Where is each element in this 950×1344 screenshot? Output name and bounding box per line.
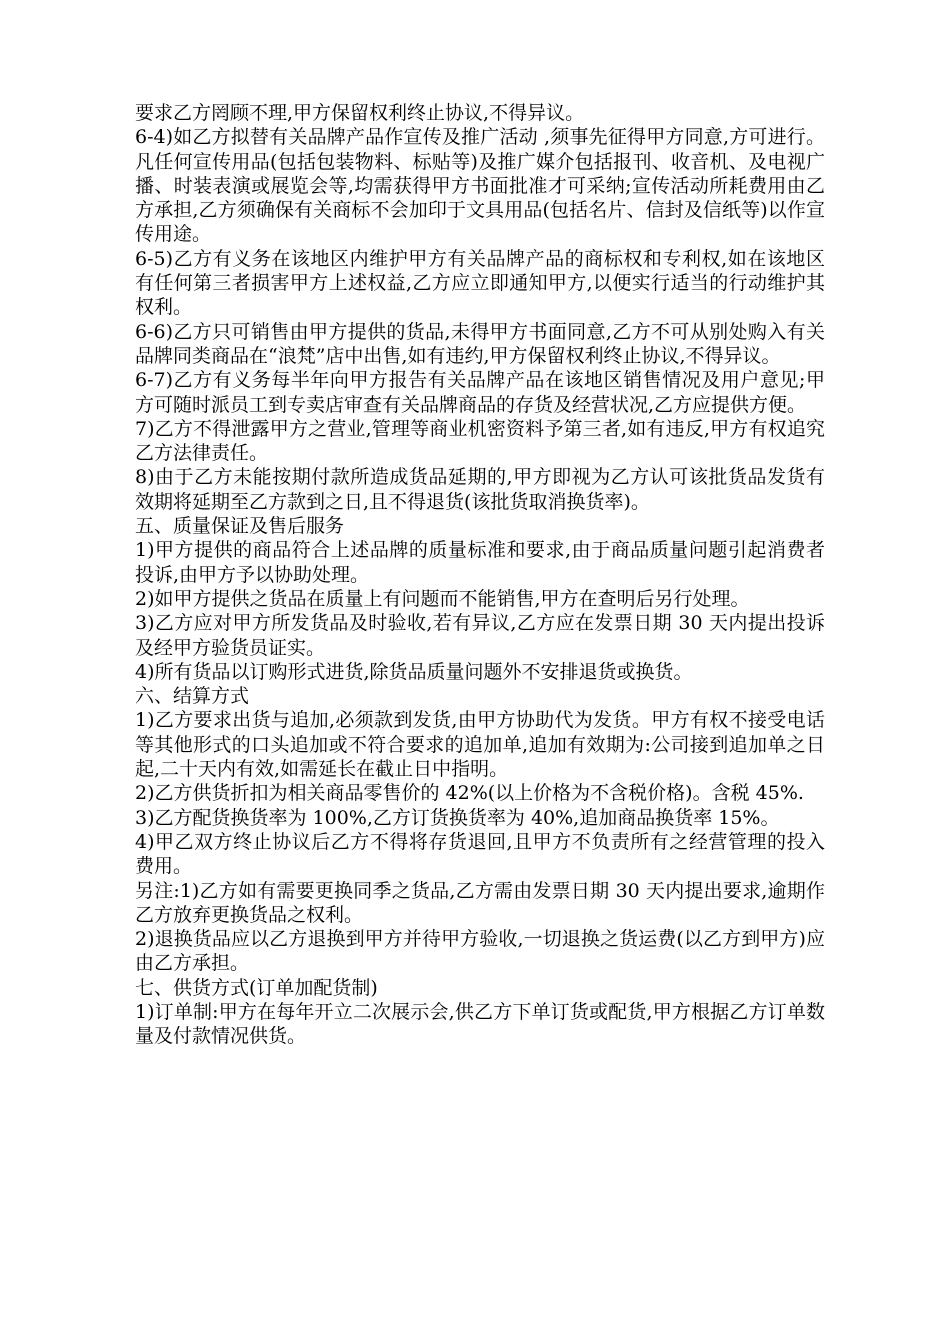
section-heading-supply: 七、供货方式(订单加配货制)	[135, 976, 378, 999]
section-heading-quality: 五、质量保证及售后服务	[135, 515, 345, 538]
paragraph-6-4-promotion: 6-4)如乙方拟替有关品牌产品作宣传及推广活动 ,须事先征得甲方同意,方可进行。凡任何宣传用品(包括包装物料、标贴等)及推广媒介包括报刊、收音机、及电视广播、时装表演或展览会等,均需获得甲方书面批准才可采纳;宣传活动所耗费用由乙方承担,乙方须确保有关商标不会加印于文具用品(包括名片、信封及信纸等)以作宣传用途。	[135, 126, 825, 246]
paragraph-quality-2: 2)如甲方提供之货品在质量上有问题而不能销售,甲方在查明后另行处理。	[135, 587, 750, 610]
paragraph-termination-clause: 要求乙方罔顾不理,甲方保留权利终止协议,不得异议。	[135, 102, 585, 124]
paragraph-8-late-payment: 8)由于乙方未能按期付款所造成货品延期的,甲方即视为乙方认可该批货品发货有效期将延期至乙方款到之日,且不得退货(该批货取消换货率)。	[135, 466, 825, 513]
paragraph-settlement-2: 2)乙方供货折扣为相关商品零售价的 42%(以上价格为不含税价格)。含税 45%.	[135, 782, 804, 805]
paragraph-note-2: 2)退换货品应以乙方退换到甲方并待甲方验收,一切退换之货运费(以乙方到甲方)应由乙方承担。	[135, 928, 825, 975]
paragraph-quality-3: 3)乙方应对甲方所发货品及时验收,若有异议,乙方应在发票日期 30 天内提出投诉及经甲方验货员证实。	[135, 612, 825, 659]
document-body	[135, 101, 825, 1049]
section-heading-settlement: 六、结算方式	[135, 685, 250, 708]
paragraph-settlement-3: 3)乙方配货换货率为 100%,乙方订货换货率为 40%,追加商品换货率 15%。	[135, 806, 780, 829]
paragraph-7-confidentiality: 7)乙方不得泄露甲方之营业,管理等商业机密资料予第三者,如有违反,甲方有权追究乙方法律责任。	[135, 417, 825, 465]
paragraph-settlement-4: 4)甲乙双方终止协议后乙方不得将存货退回,且甲方不负责所有之经营管理的投入费用。	[135, 830, 825, 878]
paragraph-settlement-1: 1)乙方要求出货与追加,必须款到发货,由甲方协助代为发货。甲方有权不接受电话等其他形式的口头追加或不符合要求的追加单,追加有效期为:公司接到追加单之日起,二十天内有效,如需延长在截止日中指明。	[135, 709, 825, 781]
paragraph-6-7-reporting: 6-7)乙方有义务每半年向甲方报告有关品牌产品在该地区销售情况及用户意见;甲方可随时派员工到专卖店审查有关品牌商品的存货及经营状况,乙方应提供方便。	[135, 369, 825, 416]
paragraph-quality-4: 4)所有货品以订购形式进货,除货品质量问题外不安排退货或换货。	[135, 660, 693, 683]
paragraph-6-5-trademark: 6-5)乙方有义务在该地区内维护甲方有关品牌产品的商标权和专利权,如在该地区有任何第三者损害甲方上述权益,乙方应立即通知甲方,以便实行适当的行动维护其权利。	[135, 247, 825, 319]
paragraph-quality-1: 1)甲方提供的商品符合上述品牌的质量标准和要求,由于商品质量问题引起消费者投诉,由甲方予以协助处理。	[135, 539, 825, 586]
paragraph-note-1: 另注:1)乙方如有需要更换同季之货品,乙方需由发票日期 30 天内提出要求,逾期作乙方放弃更换货品之权利。	[135, 879, 825, 926]
paragraph-supply-1: 1)订单制:甲方在每年开立二次展示会,供乙方下单订货或配货,甲方根据乙方订单数量及付款情况供货。	[135, 1000, 825, 1048]
paragraph-6-6-sales-source: 6-6)乙方只可销售由甲方提供的货品,未得甲方书面同意,乙方不可从别处购入有关品牌同类商品在“浪梵”店中出售,如有违约,甲方保留权利终止协议,不得异议。	[135, 320, 825, 367]
